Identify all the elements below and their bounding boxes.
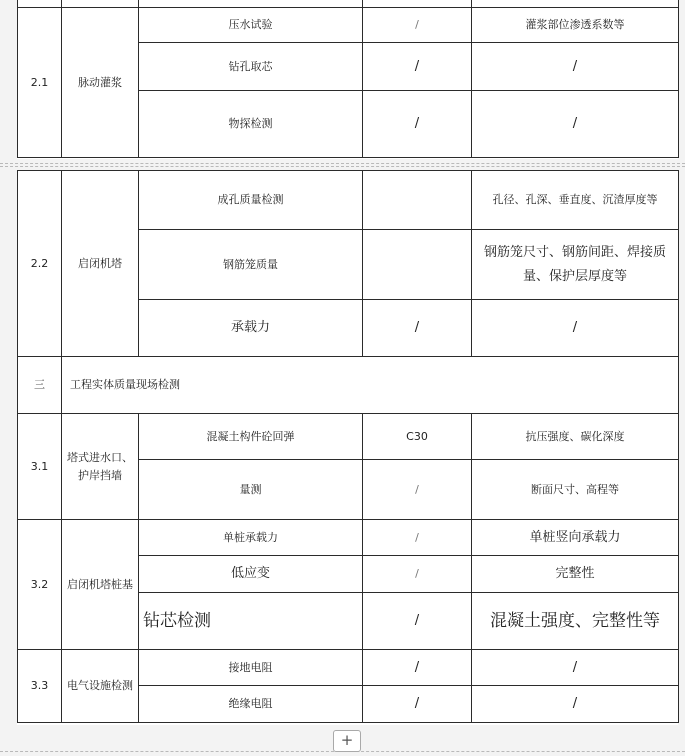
item-name: 脉动灌浆 bbox=[62, 8, 139, 158]
section-header-row bbox=[18, 357, 679, 414]
standard-value: / bbox=[363, 8, 472, 43]
standard-value: C30 bbox=[363, 414, 472, 460]
inspection-table-part-2 bbox=[17, 170, 679, 723]
row-number: 3.1 bbox=[18, 414, 62, 520]
inspection-table-part-1 bbox=[17, 0, 679, 158]
test-content: 完整性 bbox=[472, 556, 679, 593]
row-number: 2.2 bbox=[18, 171, 62, 357]
standard-value: / bbox=[363, 593, 472, 650]
test-item: 钻芯检测 bbox=[139, 593, 363, 650]
add-row-button[interactable]: + bbox=[333, 730, 361, 752]
test-item: 绝缘电阻 bbox=[139, 686, 363, 723]
test-content: / bbox=[472, 686, 679, 723]
test-content: 抗压强度、碳化深度 bbox=[472, 414, 679, 460]
standard-value: / bbox=[363, 556, 472, 593]
table-row bbox=[18, 414, 679, 460]
test-item: 低应变 bbox=[139, 556, 363, 593]
test-item: 单桩承载力 bbox=[139, 520, 363, 556]
table-row bbox=[18, 8, 679, 43]
row-number: 2.1 bbox=[18, 8, 62, 158]
test-content: 灌浆部位渗透系数等 bbox=[472, 8, 679, 43]
test-item: 量测 bbox=[139, 460, 363, 520]
item-name: 启闭机塔桩基 bbox=[62, 520, 139, 650]
test-content: 混凝土强度、完整性等 bbox=[472, 593, 679, 650]
standard-value: / bbox=[363, 91, 472, 158]
test-item: 成孔质量检测 bbox=[139, 171, 363, 230]
test-item: 承载力 bbox=[139, 300, 363, 357]
standard-value: / bbox=[363, 43, 472, 91]
test-content: / bbox=[472, 43, 679, 91]
test-content: 单桩竖向承载力 bbox=[472, 520, 679, 556]
standard-value: / bbox=[363, 686, 472, 723]
test-item: 混凝土构件砼回弹 bbox=[139, 414, 363, 460]
standard-value: / bbox=[363, 460, 472, 520]
table-row bbox=[18, 520, 679, 556]
standard-value: / bbox=[363, 300, 472, 357]
test-content: / bbox=[472, 300, 679, 357]
standard-value: / bbox=[363, 520, 472, 556]
test-item: 物探检测 bbox=[139, 91, 363, 158]
test-content: 钢筋笼尺寸、钢筋间距、焊接质量、保护层厚度等 bbox=[472, 230, 679, 300]
section-number: 三 bbox=[18, 357, 62, 414]
table-row bbox=[18, 0, 679, 8]
test-item: 压水试验 bbox=[139, 8, 363, 43]
table-row bbox=[18, 650, 679, 686]
test-content: 断面尺寸、高程等 bbox=[472, 460, 679, 520]
standard-value bbox=[363, 230, 472, 300]
test-item: 钢筋笼质量 bbox=[139, 230, 363, 300]
page-break bbox=[0, 166, 685, 167]
row-number: 3.3 bbox=[18, 650, 62, 723]
table-row bbox=[18, 171, 679, 230]
item-name: 塔式进水口、护岸挡墙 bbox=[62, 414, 139, 520]
test-item: 接地电阻 bbox=[139, 650, 363, 686]
item-name: 电气设施检测 bbox=[62, 650, 139, 723]
page-break bbox=[0, 163, 685, 164]
section-title: 工程实体质量现场检测 bbox=[62, 357, 679, 414]
test-content: / bbox=[472, 91, 679, 158]
item-name: 启闭机塔 bbox=[62, 171, 139, 357]
test-item: 钻孔取芯 bbox=[139, 43, 363, 91]
table-page-1 bbox=[17, 0, 678, 159]
standard-value bbox=[363, 171, 472, 230]
standard-value: / bbox=[363, 650, 472, 686]
test-content: / bbox=[472, 650, 679, 686]
row-number: 3.2 bbox=[18, 520, 62, 650]
test-content: 孔径、孔深、垂直度、沉渣厚度等 bbox=[472, 171, 679, 230]
table-page-2 bbox=[17, 170, 678, 725]
